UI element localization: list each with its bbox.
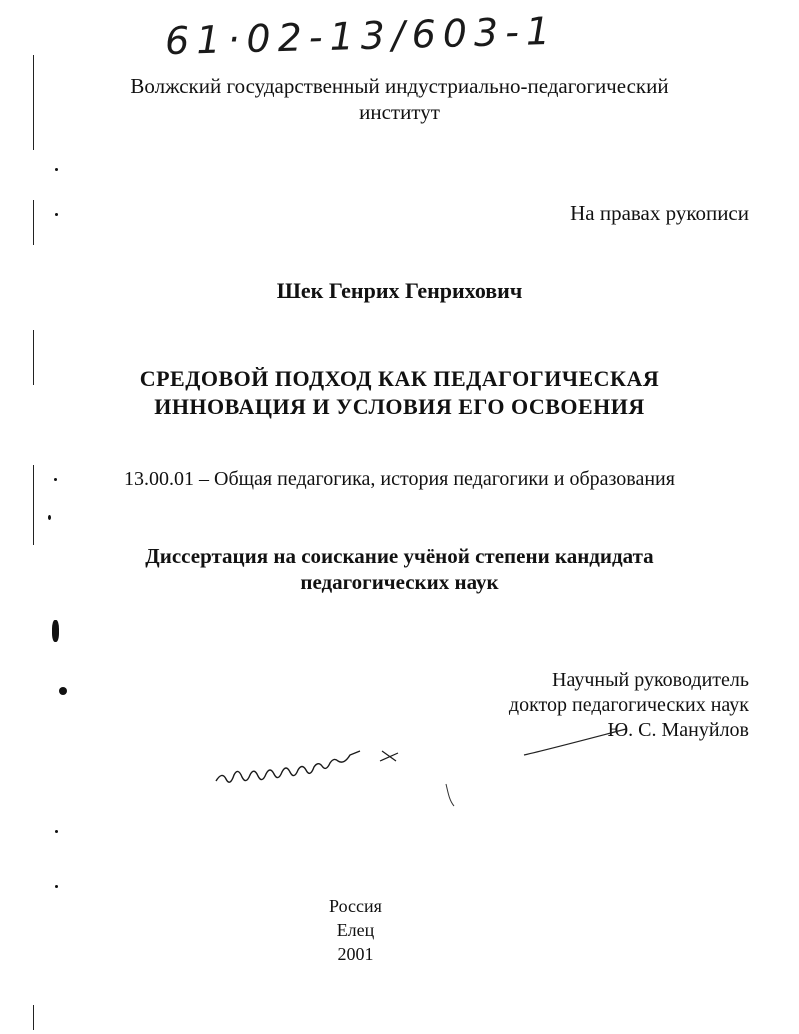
institution-name [0, 73, 799, 125]
dissertation-title [0, 365, 799, 421]
scan-speck [55, 168, 58, 171]
author-name: Шек Генрих Генрихович [276, 278, 523, 303]
scan-speck [48, 515, 51, 520]
scan-speck [55, 213, 58, 216]
handwritten-archive-number: 61·02-13/603-1 [164, 8, 558, 64]
scan-margin-line [33, 200, 34, 245]
pen-stroke-mark [440, 780, 460, 810]
title-line-1: СРЕДОВОЙ ПОДХОД КАК ПЕДАГОГИЧЕСКАЯ [139, 366, 660, 391]
scan-speck [59, 687, 67, 695]
author-signature [210, 745, 400, 790]
specialty-code: 13.00.01 – Общая педагогика, история педагогики и образования [124, 468, 675, 490]
scan-speck [55, 885, 58, 888]
institution-line-1: Волжский государственный индустриально-педагогический [130, 74, 669, 98]
supervisor-degree: доктор педагогических наук [508, 694, 749, 716]
degree-line-2: педагогических наук [300, 570, 499, 594]
title-line-2: ИННОВАЦИЯ И УСЛОВИЯ ЕГО ОСВОЕНИЯ [154, 394, 645, 419]
supervisor-name: Ю. С. Мануйлов [607, 719, 749, 741]
scan-speck [55, 830, 58, 833]
dissertation-degree [0, 543, 799, 595]
place-and-year [0, 894, 755, 966]
supervisor-role: Научный руководитель [552, 669, 749, 691]
place-year: 2001 [337, 944, 374, 964]
degree-line-1: Диссертация на соискание учёной степени кандидата [145, 544, 654, 568]
rights-note: На правах рукописи [570, 201, 749, 225]
institution-line-2: институт [359, 100, 440, 124]
place-city: Елец [336, 920, 375, 940]
supervisor-signature [520, 725, 630, 760]
scan-speck [52, 620, 59, 642]
place-country: Россия [329, 896, 382, 916]
scan-margin-line [33, 1005, 34, 1030]
